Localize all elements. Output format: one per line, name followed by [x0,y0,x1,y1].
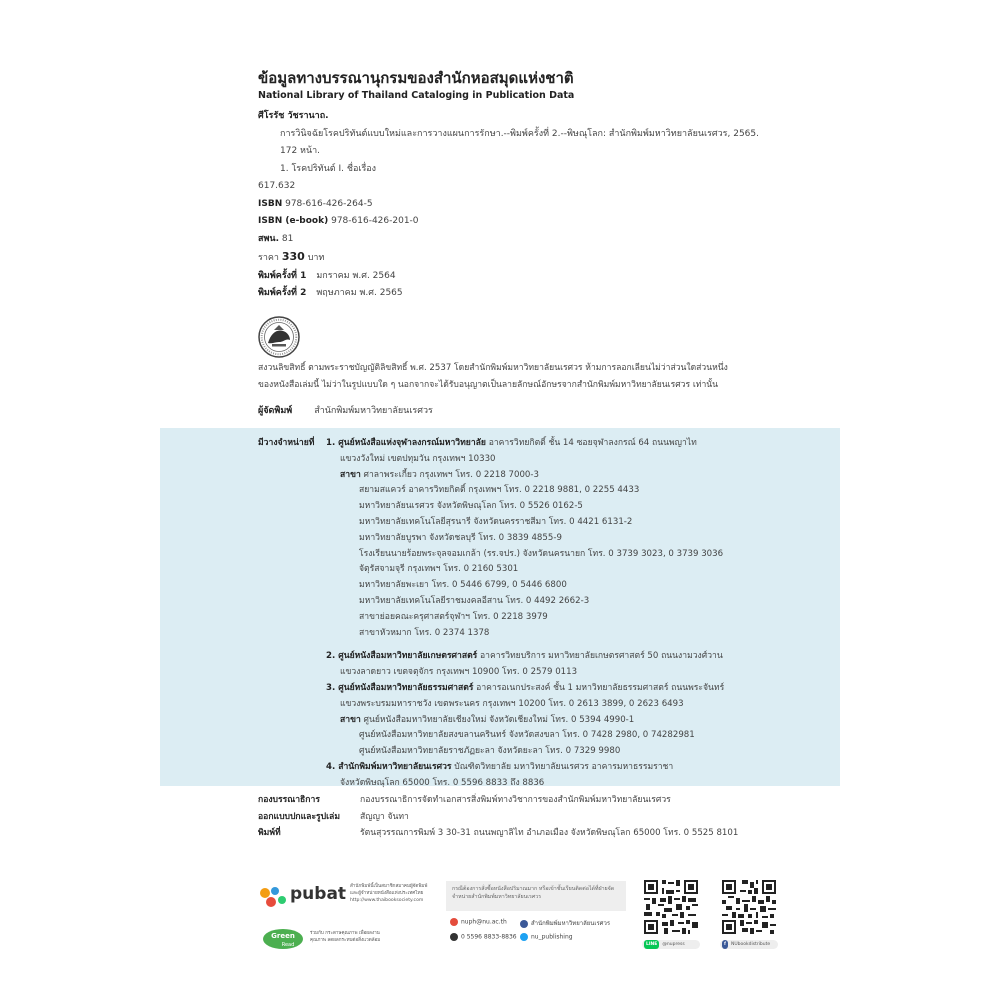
branch-item: มหาวิทยาลัยนเรศวร จังหวัดพิษณุโลก โทร. 0 5526 0162-5 [359,501,583,512]
pubat-name: pubat [290,884,347,904]
cip-title-thai: ข้อมูลทางบรรณานุกรมของสำนักหอสมุดแห่งชาติ [258,69,574,87]
email-icon [450,918,458,926]
outlet-3-title: 3. ศูนย์หนังสือมหาวิทยาลัยธรรมศาสตร์ อาคารอเนกประสงค์ ชั้น 1 มหาวิทยาลัยธรรมศาสตร์ ถนนพระจันทร์ [326,682,725,693]
outlet-1-address: แขวงวังใหม่ เขตปทุมวัน กรุงเทพฯ 10330 [340,453,496,464]
cip-isbn: ISBN 978-616-426-264-5 [258,198,373,209]
branch-item: ศูนย์หนังสือมหาวิทยาลัยสงขลานครินทร์ จังหวัดสงขลา โทร. 0 7428 2980, 0 74282981 [359,730,695,741]
university-seal-icon [258,316,300,358]
credit-design: ออกแบบปกและรูปเล่ม สัญญา จันทา [258,811,409,822]
credit-printer: พิมพ์ที่ รัตนสุวรรณการพิมพ์ 3 30-31 ถนนพญาลิไท อำเภอเมือง จังหวัดพิษณุโลก 65000 โทร. 0 5525 8101 [258,828,739,838]
cataloging-record [258,108,818,303]
cip-class-number: 617.632 [258,181,296,191]
credit-editorial: กองบรรณาธิการ กองบรรณาธิการจัดทำเอกสารสิ่งพิมพ์ทางวิชาการของสำนักพิมพ์มหาวิทยาลัยนเรศวร [258,795,671,805]
copyright-line-1: สงวนลิขสิทธิ์ ตามพระราชบัญญัติลิขสิทธิ์ พ.ศ. 2537 โดยสำนักพิมพ์มหาวิทยาลัยนเรศวร ห้ามการลอกเลียนไม่ว่าส่วนใดส่วนหนึ่ง [258,363,728,373]
svg-text:Green: Green [271,932,295,940]
cip-title-english: National Library of Thailand Cataloging in Publication Data [258,90,575,101]
publisher-label: ผู้จัดพิมพ์ [258,406,293,416]
cip-code: สพน. 81 [258,233,294,244]
outlet-2-address: แขวงลาดยาว เขตจตุจักร กรุงเทพฯ 10900 โทร. 0 2579 0113 [340,667,578,678]
facebook-qr-code-icon[interactable] [720,878,778,936]
publisher-line [258,403,433,417]
copyright-line-2: ของหนังสือเล่มนี้ ไม่ว่าในรูปแบบใด ๆ นอกจากจะได้รับอนุญาตเป็นลายลักษณ์อักษรจากสำนักพิมพ์มหาวิทยาลัยนเรศวร เท่านั้น [258,380,719,390]
green-read-description: ร่วมกับ กระดาษคุณภาพ เพื่อผลงานคุณภาพ ลดผลกระทบต่อสิ่งแวดล้อม [310,931,381,943]
contact-phone[interactable]: 0 5596 8833-8836 [450,933,517,941]
branch-item: มหาวิทยาลัยพะเยา โทร. 0 5446 6799, 0 5446 6800 [359,580,567,591]
outlet-3-address: แขวงพระบรมมหาราชวัง เขตพระนคร กรุงเทพฯ 10200 โทร. 0 2613 3899, 0 2623 6493 [340,698,684,709]
publisher-value: สำนักพิมพ์มหาวิทยาลัยนเรศวร [314,406,433,416]
branch-item: มหาวิทยาลัยบูรพา จังหวัดชลบุรี โทร. 0 3839 4855-9 [359,532,562,543]
svg-text:Read: Read [281,942,295,948]
phone-icon [450,933,458,941]
copyright-notice [258,360,818,394]
branch-item: สาขาหัวหมาก โทร. 0 2374 1378 [359,627,490,638]
branch-item: สยามสแควร์ อาคารวิทยกิตติ์ กรุงเทพฯ โทร. 0 2218 9881, 0 2255 4433 [359,485,640,496]
outlet-3-branch-header: สาขา ศูนย์หนังสือมหาวิทยาลัยเชียงใหม่ จังหวัดเชียงใหม่ โทร. 0 5394 4990-1 [340,714,635,725]
cip-description: การวินิจฉัยโรคปริทันต์แบบใหม่และการวางแผนการรักษา.--พิมพ์ครั้งที่ 2.--พิษณุโลก: สำนักพิมพ์มหาวิทยาลัยนเรศวร, 2565. [280,128,759,139]
line-badge: LINE @nupress [642,940,700,949]
bulk-order-info: กรณีต้องการสั่งซื้อหนังสือปริมาณมาก หรือเข้าชั้นเรียนติดต่อได้ที่ฝ่ายจัดจำหน่ายสำนักพิมพ์มหาวิทยาลัยนเรศวร [446,881,626,911]
pubat-logo-icon [258,884,288,910]
cip-price: ราคา 330 บาท [258,250,325,263]
branch-item: ศูนย์หนังสือมหาวิทยาลัยราชภัฏยะลา จังหวัดยะลา โทร. 0 7329 9980 [359,746,621,757]
cip-edition-1: พิมพ์ครั้งที่ 1 มกราคม พ.ศ. 2564 [258,270,396,281]
facebook-icon [520,920,528,928]
distribution-label: มีวางจำหน่ายที่ [258,438,315,448]
twitter-icon [520,933,528,941]
outlet-1-branch-header: สาขา ศาลาพระเกี้ยว กรุงเทพฯ โทร. 0 2218 7000-3 [340,469,539,480]
branch-item: มหาวิทยาลัยเทคโนโลยีราชมงคลอีสาน โทร. 0 4492 2662-3 [359,595,590,606]
outlet-4-title: 4. สำนักพิมพ์มหาวิทยาลัยนเรศวร บัณฑิตวิทยาลัย มหาวิทยาลัยนเรศวร อาคารมหาธรรมราชา [326,761,674,772]
branch-item: โรงเรียนนายร้อยพระจุลจอมเกล้า (รร.จปร.) จังหวัดนครนายก โทร. 0 3739 3023, 0 3739 3036 [359,548,724,559]
cip-subjects: 1. โรคปริทันต์ I. ชื่อเรื่อง [280,163,377,174]
outlet-2-title: 2. ศูนย์หนังสือมหาวิทยาลัยเกษตรศาสตร์ อาคารวิทยบริการ มหาวิทยาลัยเกษตรศาสตร์ 50 ถนนงามวงศ์วาน [326,651,723,662]
facebook-badge-icon: f [724,942,726,947]
credits [258,792,818,842]
facebook-badge: f NUbookdistribute [720,940,778,949]
branch-item: สาขาย่อยคณะครุศาสตร์จุฬาฯ โทร. 0 2218 3979 [359,611,548,622]
contact-email[interactable]: nuph@nu.ac.th [450,918,507,926]
cip-isbn-ebook: ISBN (e-book) 978-616-426-201-0 [258,216,419,226]
cip-edition-2: พิมพ์ครั้งที่ 2 พฤษภาคม พ.ศ. 2565 [258,288,403,298]
branch-item: จัตุรัสจามจุรี กรุงเทพฯ โทร. 0 2160 5301 [359,564,519,575]
outlet-1-title: 1. ศูนย์หนังสือแห่งจุฬาลงกรณ์มหาวิทยาลัย อาคารวิทยกิตติ์ ชั้น 14 ซอยจุฬาลงกรณ์ 64 ถนนพญาไท [326,438,697,448]
footer [258,878,798,958]
contact-facebook[interactable]: สำนักพิมพ์มหาวิทยาลัยนเรศวร [520,918,610,928]
cip-pages: 172 หน้า. [280,146,321,156]
outlet-4-address: จังหวัดพิษณุโลก 65000 โทร. 0 5596 8833 ถึง 8836 [340,777,545,788]
green-read-logo-icon [262,928,304,950]
cip-author: ศีโรรัช วัชรานาถ. [258,111,329,121]
branch-item: มหาวิทยาลัยเทคโนโลยีสุรนารี จังหวัดนครราชสีมา โทร. 0 4421 6131-2 [359,516,633,527]
line-qr-code-icon[interactable] [642,878,700,936]
pubat-description: สำนักพิมพ์นี้เป็นสมาชิกสมาคมผู้จัดพิมพ์และผู้จำหน่ายหนังสือแห่งประเทศไทย http://www.thaibooksociety.com [350,884,428,903]
contact-twitter[interactable]: nu_publishing [520,933,573,941]
